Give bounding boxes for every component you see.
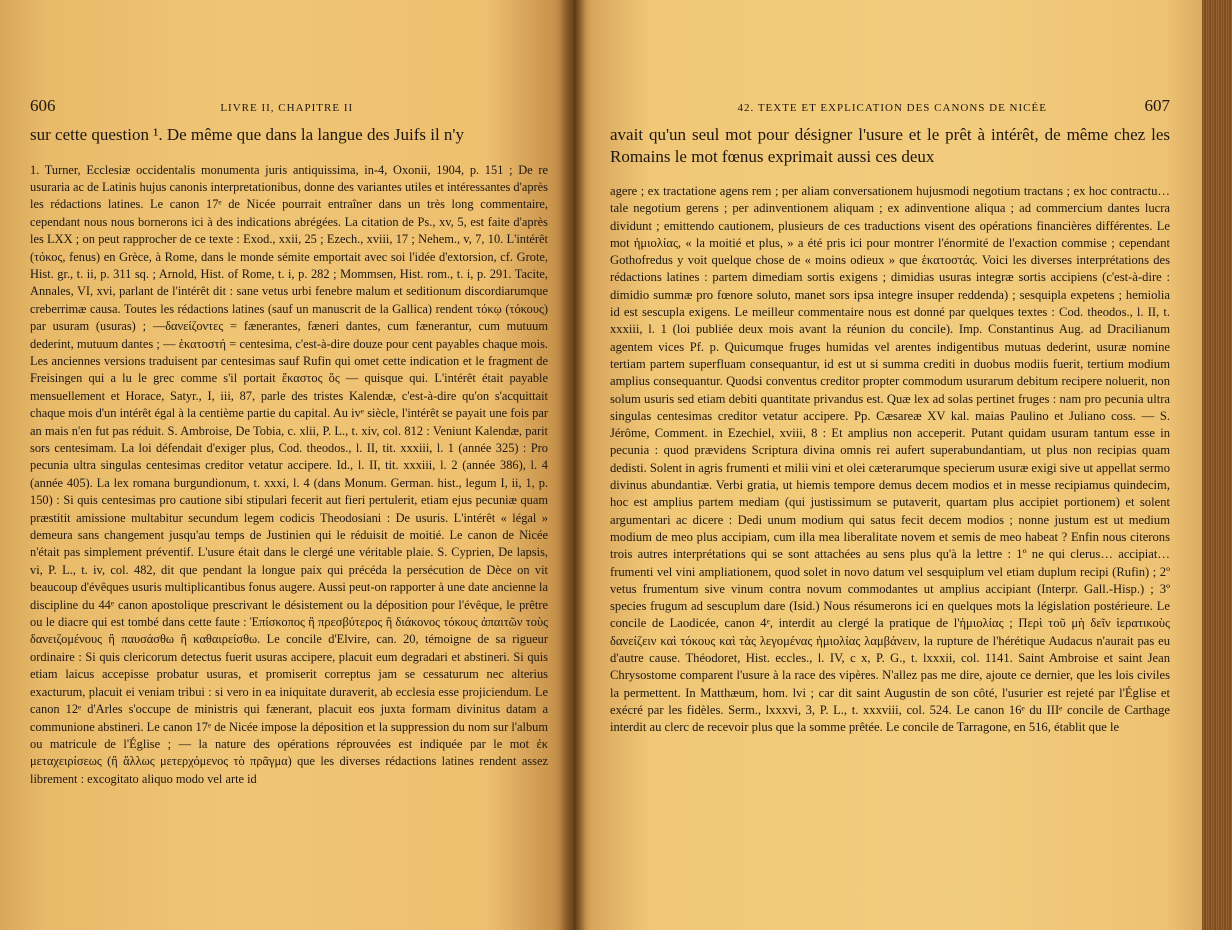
left-footnote: 1. Turner, Ecclesiæ occidentalis monumenta juris antiquissima, in-4, Oxonii, 1904, p. 151 ; De re usuraria ac de Latinis hujus canonis interpretationibus, donne des variantes utiles et intéressantes d'après les rédactions latines. Le canon 17ᵉ de Nicée pourrait entraîner dans un très long commentaire, cependant nous nous bornerons ici à des indications abrégées. La citation de Ps., xv, 5, est faite d'après les LXX ; on peut rapprocher de ce texte : Exod., xxii, 25 ; Ezech., xviii, 17 ; Nehem., v, 7, 10. L'intérêt (τόκος, fenus) en Grèce, à Rome, dans le monde sémite emportait avec soi l'idée d'extorsion, cf. Grote, Hist. gr., t. ii, p. 311 sq. ; Arnold, Hist. of Rome, t. i, p. 282 ; Mommsen, Hist. rom., t. i, p. 291. Tacite, Annales, VI, xvi, parlant de l'intérêt dit : sane vetus urbi fenebre malum et seditionum discordiarumque creberrimæ causa. Toutes les rédactions latines (sauf un manuscrit de la Gallica) rendent τόκῳ (τόκους) par usuram (usuras) ; —δανείζοντες = fænerantes, fæneri dantes, cum fænerantur, cum mutuum dederint, mutuum dantes ; — ἑκατοστή = centesima, c'est-à-dire douze pour cent payables chaque mois. Les anciennes versions traduisent par centesimas sauf Rufin qui omet cette indication et le fragment de Freisingen qui a lu le grec comme s'il portait ἕκαστος ὅς — quisque qui. L'intérêt était payable mensuellement et Horace, Satyr., I, iii, 87, parle des tristes Kalendæ, c'est-à-dire qu'on s'acquittait chaque mois d'un intérêt égal à la centième partie du capital. Au ivᵉ siècle, l'intérêt se payait une fois par an mais n'en fut pas réduit. S. Ambroise, De Tobia, c. xlii, P. L., t. xiv, col. 812 : Veniunt Kalendæ, parit sors centesimam. La loi défendait d'exiger plus, Cod. theodos., l. II, tit. xxxiii, l. 1 (année 325) : Pro pecunia ultra singulas centesimas creditor vetatur accipere. Id., l. II, tit. xxxiii, l. 2 (année 386), l. 4 (année 405). La lex romana burgundionum, t. xxxi, l. 4 (dans Monum. German. hist., legum I, ii, 1, p. 150) : Si quis centesimas pro cautione sibi stipulari fecerit aut fieri pertulerit, etiam ejus pecuniæ quam præstitit amissione multabitur secundum legem codicis Theodosiani : De usuris. L'intérêt « légal » demeura sans changement jusqu'au temps de Justinien qui le réduisit de moitié. Le canon de Nicée n'était pas simplement préventif. L'usure était dans le clergé une véritable plaie. S. Cyprien, De lapsis, vi, P. L., t. iv, col. 482, dit que pendant la longue paix qui précéda la persécution de Dèce on vit beaucoup d'évêques usuris multiplicantibus fonus augere. Aussi peut-on rapporter à une date ancienne la discipline du 44ᵉ canon apostolique prescrivant le désistement ou la déposition pour l'évêque, le prêtre ou le diacre qui est tombé dans cette faute : Ἐπίσκοπος ἢ πρεσβύτερος ἢ διάκονος τόκους ἀπαιτῶν τοὺς δανειζομένους ἢ παυσάσθω ἢ καθαιρείσθω. Le concile d'Elvire, can. 20, témoigne de sa rigueur ordinaire : Si quis clericorum detectus fuerit usuras accipere, placuit eum degradari et abstineri. Si quis etiam laicus accepisse probatur usuras, et promiserit correptus jam se cessaturum nec alterius exacturum, placuit ei veniam tribui : si vero in ea iniquitate duraverit, ab ecclesia esse projiciendum. Le canon 12ᵉ d'Arles s'occupe de ministris qui fænerant, placuit eos juxta formam divinitus datam a communione abstineri. Le canon 17ᵉ de Nicée impose la déposition et la suppression du nom sur l'album ou matricule de l'Église ; — la nature des opérations réprouvées est indiquée par le mot ἐκ μεταχειρίσεως (ἢ ἄλλως μετερχόμενος τὸ πρᾶγμα) que les diverses rédactions latines rendent assez librement : excogitato aliquo modo vel arte id bbox=[30, 162, 548, 786]
right-footnote: agere ; ex tractatione agens rem ; per aliam conversationem hujusmodi negotium tractans ; ex hoc contractu… tale negotium gerens ; per adinventionem aliquam ; ex adinventione aliqua ; ad commercium dantes lucra dividunt ; emittendo cautionem, plusieurs de ces traductions visent des opérations financières différentes. Le mot ἡμιολίας, « la moitié et plus, » a été pris ici pour montrer l'énormité de l'exaction commise ; cependant Gothofredus y voit quelque chose de « moins odieux » que ἑκατοστάς. Voici les diverses interprétations des rédactions latines : partem dimediam sortis exigens ; dimidias usuras integræ sortis accipiens (c'est-à-dire : dimidio summæ pro fœnore soluto, manet sors ipsa integre insuper reddenda) ; sesquipla expetens ; hemiolia id est sescupla exigens. Le meilleur commentaire nous est donné par quelques textes : Cod. theodos., l. II, t. xxxiii, l. 1 (loi publiée deux mois avant la réunion du concile). Imp. Constantinus Aug. ad Dracilianum agentem vices Pf. p. Quicumque fruges humidas vel arentes indigentibus mutuas dederint, usuræ nomine tertiam partem superfluam consequantur, id est ut si summa crediti in duobus modiis fuerit, tertium modium amplius consequantur. Quodsi conventus creditor propter commodum usurarum debitum recipere noluerit, non solum usuris sed etiam debiti quantitate privandus est. Quæ lex ad solas pertinet fruges : nam pro pecunia ultra singulas centesimas creditor vetatur accipere. Pp. Cæsareæ XV kal. maias Paulino et Juliano coss. — S. Jérôme, Comment. in Ezechiel, xviii, 8 : Et amplius non acceperit. Putant quidam usuram tantum esse in pecunia : quod prævidens Scriptura divina omnis rei aufert superabundantiam, ut plus non recipias quam dedisti. Solent in agris frumenti et milii vini et olei cæterarumque specierum usuræ exigi sive ut appellat sermo divinus abundantiæ. Verbi gratia, ut hiemis tempore demus decem modios et in messe recipiamus quindecim, hoc est amplius partem mediam (qui justissimum se putaverit, quartam plus accipiet portionem) et solent argumentari ac dicere : Dedi unum modium qui satus fecit decem modios ; nonne justum est ut medium modium de meo plus accipiam, cum illa mea liberalitate novem et semis de meo habeat ? Enfin nous citerons trois autres interprétations qui se sont attachées au sens plus qu'à la lettre : 1º ne qui clerus… accipiat… frumenti vel vini ampliationem, quod solet in novo datum vel sesquiplum vel etiam duplum recipi (Rufin) ; 2º vetus frumentum sive vinum contra novum commodantes ut amplius accipiant (Interpr. Gall.-Hisp.) ; 3º species frugum ad sescuplum dare (Isid.) Nous résumerons ici en quelques mots la législation postérieure. Le concile de Laodicée, canon 4ᵉ, interdit au clergé la pratique de l'ἡμιολίας ; Περὶ τοῦ μὴ δεῖν ἱερατικοὺς δανείζειν καὶ τόκους καὶ τὰς λεγομένας ἡμιολίας λαμβάνειν, la rupture de l'hérétique Audacus n'aurait pas eu d'autre cause. Théodoret, Hist. eccles., l. IV, c x, P. G., t. lxxxii, col. 1141. Saint Ambroise et saint Jean Chrysostome comparent l'usure à la race des vipères. N'allez pas me dire, ajoute ce dernier, que les lois civiles la permettent. In Matthæum, hom. lvi ; car dit saint Augustin de son côté, l'usurier est rejeté par l'Église et exécré par les fidèles. Serm., lxxxvi, 3, P. L., t. xxxviii, col. 524. Le canon 16ᵉ du IIIᵉ concile de Carthage interdit au clerc de recevoir plus que la somme prêtée. Le concile de Tarragone, en 516, établit que le bbox=[610, 184, 1170, 735]
left-main-text: sur cette question ¹. De même que dans la langue des Juifs il n'y bbox=[30, 125, 464, 144]
page-edges bbox=[1202, 0, 1232, 930]
right-page-header bbox=[610, 96, 1170, 118]
left-page-number: 606 bbox=[30, 96, 56, 115]
right-page bbox=[572, 0, 1232, 930]
left-page-header bbox=[30, 96, 548, 118]
right-page-number: 607 bbox=[1144, 96, 1170, 115]
left-page bbox=[0, 0, 572, 930]
book-gutter bbox=[560, 0, 586, 930]
right-running-head: 42. TEXTE ET EXPLICATION DES CANONS DE NICÉE bbox=[737, 102, 1047, 114]
right-main-text: avait qu'un seul mot pour désigner l'usure et le prêt à intérêt, de même chez les Romains le mot fœnus exprimait aussi ces deux bbox=[610, 125, 1170, 166]
left-running-head: LIVRE II, CHAPITRE II bbox=[220, 102, 354, 114]
